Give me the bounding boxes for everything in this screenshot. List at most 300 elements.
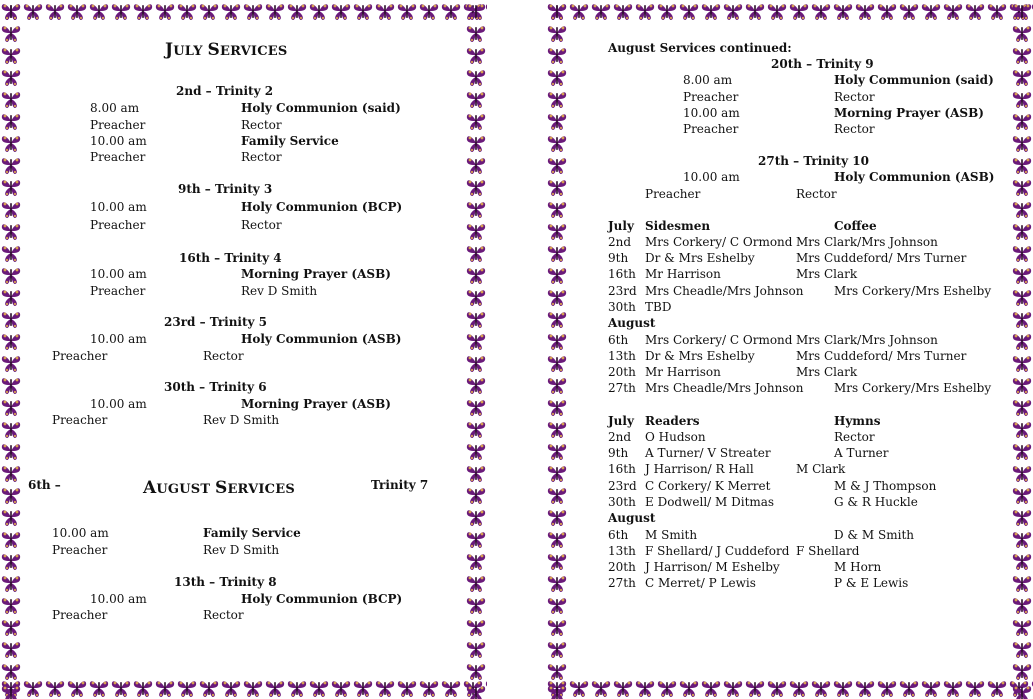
- butterfly-icon: [546, 528, 568, 550]
- service-time: 10.00 am: [90, 134, 147, 148]
- butterfly-icon: [330, 0, 352, 22]
- butterfly-icon: [634, 0, 656, 22]
- butterfly-icon: [546, 440, 568, 462]
- butterfly-icon: [396, 677, 418, 699]
- sidesmen-names: Dr & Mrs Eshelby: [645, 349, 755, 363]
- service-name: Holy Communion (BCP): [241, 200, 403, 214]
- butterfly-icon: [465, 572, 487, 594]
- butterfly-icon: [832, 677, 854, 699]
- butterfly-icon: [854, 0, 876, 22]
- readers-header: Readers: [645, 414, 700, 428]
- butterfly-icon: [1011, 308, 1033, 330]
- service-heading: 2nd – Trinity 2: [176, 84, 274, 98]
- rota-date: 23rd: [608, 479, 637, 493]
- butterfly-icon: [1011, 242, 1033, 264]
- butterfly-icon: [546, 396, 568, 418]
- service-time: 10.00 am: [52, 526, 109, 540]
- service-time: 8.00 am: [90, 101, 140, 115]
- butterfly-icon: [700, 0, 722, 22]
- service-name: Holy Communion (ASB): [834, 170, 995, 184]
- butterfly-icon: [0, 374, 22, 396]
- sidesmen-names: Mrs Corkery/ C Ormond: [645, 235, 793, 249]
- preacher-name: Rector: [203, 608, 244, 622]
- butterfly-icon: [465, 528, 487, 550]
- preacher-name: Rev D Smith: [203, 543, 280, 557]
- butterfly-icon: [744, 0, 766, 22]
- rota-date: 6th: [608, 333, 629, 347]
- hymns-names: A Turner: [834, 446, 889, 460]
- butterfly-icon: [546, 154, 568, 176]
- butterfly-icon: [678, 0, 700, 22]
- butterfly-icon: [546, 176, 568, 198]
- butterfly-border-left: [546, 0, 568, 699]
- butterfly-icon: [986, 677, 1008, 699]
- butterfly-icon: [264, 677, 286, 699]
- butterfly-icon: [964, 0, 986, 22]
- service-name: Holy Communion (said): [241, 101, 401, 115]
- preacher-name: Rector: [241, 150, 282, 164]
- rota-date: 6th: [608, 528, 629, 542]
- service-heading: 20th – Trinity 9: [771, 57, 874, 71]
- preacher-label: Preacher: [52, 608, 108, 622]
- rota-date: 20th: [608, 365, 636, 379]
- butterfly-icon: [546, 572, 568, 594]
- butterfly-icon: [1011, 616, 1033, 638]
- service-time: 10.00 am: [90, 267, 147, 281]
- butterfly-icon: [0, 572, 22, 594]
- butterfly-icon: [1011, 132, 1033, 154]
- butterfly-icon: [88, 0, 110, 22]
- rota-date: 16th: [608, 267, 636, 281]
- butterfly-icon: [1011, 0, 1033, 22]
- july-services-title: JULY SERVICES: [165, 40, 288, 60]
- readers-names: E Dodwell/ M Ditmas: [645, 495, 775, 509]
- butterfly-icon: [465, 22, 487, 44]
- butterfly-icon: [1011, 440, 1033, 462]
- butterfly-icon: [88, 677, 110, 699]
- butterfly-icon: [465, 198, 487, 220]
- butterfly-icon: [722, 677, 744, 699]
- butterfly-icon: [0, 198, 22, 220]
- butterfly-icon: [44, 0, 66, 22]
- butterfly-icon: [1011, 528, 1033, 550]
- butterfly-icon: [465, 88, 487, 110]
- rota-date: 30th: [608, 495, 636, 509]
- butterfly-icon: [1011, 220, 1033, 242]
- rota-date: 27th: [608, 576, 636, 590]
- butterfly-icon: [352, 0, 374, 22]
- coffee-names: Mrs Corkery/Mrs Eshelby: [834, 284, 992, 298]
- butterfly-icon: [1011, 330, 1033, 352]
- butterfly-icon: [546, 110, 568, 132]
- butterfly-icon: [465, 594, 487, 616]
- service-heading: 23rd – Trinity 5: [164, 315, 268, 329]
- preacher-label: Preacher: [90, 150, 146, 164]
- butterfly-icon: [1011, 176, 1033, 198]
- butterfly-icon: [1011, 352, 1033, 374]
- butterfly-icon: [656, 0, 678, 22]
- butterfly-icon: [176, 677, 198, 699]
- butterfly-icon: [0, 616, 22, 638]
- august-label: August: [608, 316, 656, 330]
- butterfly-icon: [465, 660, 487, 682]
- butterfly-icon: [110, 0, 132, 22]
- butterfly-icon: [44, 677, 66, 699]
- butterfly-icon: [678, 677, 700, 699]
- butterfly-icon: [465, 396, 487, 418]
- butterfly-icon: [154, 677, 176, 699]
- sidesmen-month-header: July: [608, 219, 634, 233]
- butterfly-icon: [942, 0, 964, 22]
- butterfly-icon: [465, 176, 487, 198]
- rota-date: 9th: [608, 446, 629, 460]
- butterfly-icon: [546, 506, 568, 528]
- butterfly-icon: [1011, 594, 1033, 616]
- service-name: Family Service: [241, 134, 339, 148]
- butterfly-icon: [198, 677, 220, 699]
- butterfly-icon: [286, 0, 308, 22]
- butterfly-icon: [0, 132, 22, 154]
- butterfly-icon: [1011, 264, 1033, 286]
- butterfly-icon: [1011, 198, 1033, 220]
- preacher-label: Preacher: [90, 284, 146, 298]
- sidesmen-names: Mr Harrison: [645, 365, 721, 379]
- butterfly-icon: [722, 0, 744, 22]
- butterfly-icon: [465, 462, 487, 484]
- rota-date: 23rd: [608, 284, 637, 298]
- service-heading: 9th – Trinity 3: [178, 182, 273, 196]
- coffee-names: Mrs Cuddeford/ Mrs Turner: [796, 251, 967, 265]
- service-name: Holy Communion (ASB): [241, 332, 402, 346]
- butterfly-icon: [546, 66, 568, 88]
- butterfly-icon: [546, 132, 568, 154]
- preacher-name: Rector: [241, 118, 282, 132]
- butterfly-icon: [0, 638, 22, 660]
- butterfly-icon: [788, 0, 810, 22]
- coffee-names: Mrs Clark/Mrs Johnson: [796, 235, 938, 249]
- rota-date: 2nd: [608, 235, 632, 249]
- butterfly-border-right: [465, 0, 487, 699]
- butterfly-icon: [942, 677, 964, 699]
- butterfly-icon: [465, 418, 487, 440]
- rota-date: 13th: [608, 544, 636, 558]
- butterfly-icon: [1011, 374, 1033, 396]
- service-name: Morning Prayer (ASB): [241, 267, 391, 281]
- butterfly-icon: [546, 88, 568, 110]
- butterfly-icon: [0, 682, 22, 699]
- butterfly-icon: [1011, 638, 1033, 660]
- butterfly-icon: [198, 0, 220, 22]
- hymns-names: D & M Smith: [834, 528, 915, 542]
- butterfly-border-top: [546, 0, 1033, 22]
- butterfly-icon: [546, 264, 568, 286]
- butterfly-icon: [110, 677, 132, 699]
- butterfly-icon: [810, 677, 832, 699]
- butterfly-icon: [832, 0, 854, 22]
- butterfly-icon: [132, 0, 154, 22]
- rota-date: 13th: [608, 349, 636, 363]
- hymns-names: M & J Thompson: [834, 479, 937, 493]
- butterfly-icon: [0, 308, 22, 330]
- coffee-names: Mrs Clark: [796, 267, 858, 281]
- butterfly-icon: [1011, 682, 1033, 699]
- preacher-name: Rector: [203, 349, 244, 363]
- butterfly-icon: [546, 374, 568, 396]
- butterfly-icon: [0, 660, 22, 682]
- butterfly-icon: [220, 677, 242, 699]
- continued-heading: August Services continued:: [608, 41, 792, 55]
- butterfly-icon: [920, 677, 942, 699]
- august-first-trinity: Trinity 7: [371, 478, 429, 492]
- hymns-names: M Clark: [796, 462, 846, 476]
- butterfly-icon: [1011, 418, 1033, 440]
- service-time: 10.00 am: [90, 592, 147, 606]
- service-name: Family Service: [203, 526, 301, 540]
- sidesmen-names: Mr Harrison: [645, 267, 721, 281]
- butterfly-icon: [568, 677, 590, 699]
- butterfly-icon: [0, 418, 22, 440]
- butterfly-icon: [546, 44, 568, 66]
- service-heading: 13th – Trinity 8: [174, 575, 277, 589]
- preacher-label: Preacher: [90, 218, 146, 232]
- sidesmen-names: Mrs Cheadle/Mrs Johnson: [645, 284, 804, 298]
- butterfly-icon: [1011, 572, 1033, 594]
- butterfly-icon: [1011, 506, 1033, 528]
- service-time: 10.00 am: [683, 170, 740, 184]
- hymns-header: Hymns: [834, 414, 881, 428]
- butterfly-icon: [546, 462, 568, 484]
- butterfly-icon: [1011, 286, 1033, 308]
- butterfly-icon: [920, 0, 942, 22]
- sidesmen-names: Mrs Corkery/ C Ormond: [645, 333, 793, 347]
- butterfly-icon: [1011, 660, 1033, 682]
- coffee-names: Mrs Cuddeford/ Mrs Turner: [796, 349, 967, 363]
- butterfly-icon: [0, 506, 22, 528]
- butterfly-icon: [1011, 462, 1033, 484]
- butterfly-border-left: [0, 0, 22, 699]
- right-page: [546, 0, 1033, 699]
- service-name: Morning Prayer (ASB): [834, 106, 984, 120]
- butterfly-icon: [465, 66, 487, 88]
- butterfly-icon: [0, 550, 22, 572]
- butterfly-icon: [634, 677, 656, 699]
- readers-names: O Hudson: [645, 430, 706, 444]
- butterfly-icon: [546, 638, 568, 660]
- august-first-date: 6th –: [28, 478, 61, 492]
- butterfly-border-right: [1011, 0, 1033, 699]
- butterfly-icon: [546, 330, 568, 352]
- butterfly-icon: [465, 110, 487, 132]
- butterfly-icon: [0, 286, 22, 308]
- butterfly-icon: [546, 484, 568, 506]
- butterfly-icon: [1011, 66, 1033, 88]
- butterfly-icon: [465, 374, 487, 396]
- preacher-label: Preacher: [683, 122, 739, 136]
- service-time: 8.00 am: [683, 73, 733, 87]
- butterfly-icon: [986, 0, 1008, 22]
- butterfly-icon: [546, 308, 568, 330]
- butterfly-icon: [1011, 44, 1033, 66]
- butterfly-icon: [465, 242, 487, 264]
- butterfly-icon: [66, 677, 88, 699]
- butterfly-icon: [546, 220, 568, 242]
- butterfly-icon: [0, 528, 22, 550]
- butterfly-icon: [465, 264, 487, 286]
- butterfly-icon: [546, 660, 568, 682]
- preacher-label: Preacher: [52, 543, 108, 557]
- butterfly-icon: [220, 0, 242, 22]
- butterfly-icon: [766, 0, 788, 22]
- butterfly-icon: [700, 677, 722, 699]
- butterfly-border-top: [0, 0, 487, 22]
- butterfly-icon: [546, 242, 568, 264]
- butterfly-icon: [374, 0, 396, 22]
- butterfly-icon: [465, 154, 487, 176]
- sidesmen-header: Sidesmen: [645, 219, 711, 233]
- hymns-names: P & E Lewis: [834, 576, 909, 590]
- butterfly-icon: [568, 0, 590, 22]
- butterfly-icon: [590, 0, 612, 22]
- butterfly-icon: [656, 677, 678, 699]
- readers-names: C Corkery/ K Merret: [645, 479, 771, 493]
- service-heading: 27th – Trinity 10: [758, 154, 869, 168]
- preacher-name: Rev D Smith: [203, 413, 280, 427]
- readers-names: A Turner/ V Streater: [645, 446, 771, 460]
- service-time: 10.00 am: [90, 200, 147, 214]
- butterfly-icon: [465, 308, 487, 330]
- butterfly-icon: [546, 550, 568, 572]
- august-label: August: [608, 511, 656, 525]
- butterfly-icon: [0, 264, 22, 286]
- preacher-label: Preacher: [90, 118, 146, 132]
- butterfly-icon: [788, 677, 810, 699]
- rota-date: 9th: [608, 251, 629, 265]
- butterfly-icon: [876, 0, 898, 22]
- butterfly-icon: [546, 594, 568, 616]
- butterfly-icon: [132, 677, 154, 699]
- butterfly-icon: [465, 220, 487, 242]
- butterfly-icon: [465, 440, 487, 462]
- butterfly-icon: [0, 44, 22, 66]
- preacher-label: Preacher: [52, 413, 108, 427]
- butterfly-icon: [0, 110, 22, 132]
- coffee-names: Mrs Clark: [796, 365, 858, 379]
- butterfly-icon: [0, 22, 22, 44]
- butterfly-icon: [0, 88, 22, 110]
- butterfly-icon: [465, 352, 487, 374]
- service-name: Holy Communion (BCP): [241, 592, 403, 606]
- preacher-name: Rector: [834, 90, 875, 104]
- butterfly-icon: [546, 418, 568, 440]
- butterfly-icon: [546, 286, 568, 308]
- butterfly-icon: [396, 0, 418, 22]
- butterfly-icon: [1011, 484, 1033, 506]
- butterfly-icon: [465, 286, 487, 308]
- butterfly-icon: [0, 462, 22, 484]
- butterfly-icon: [0, 66, 22, 88]
- butterfly-icon: [465, 638, 487, 660]
- butterfly-icon: [440, 0, 462, 22]
- hymns-names: F Shellard: [796, 544, 860, 558]
- butterfly-icon: [546, 22, 568, 44]
- butterfly-icon: [546, 198, 568, 220]
- butterfly-icon: [0, 154, 22, 176]
- service-name: Morning Prayer (ASB): [241, 397, 391, 411]
- butterfly-icon: [0, 484, 22, 506]
- butterfly-icon: [154, 0, 176, 22]
- preacher-name: Rector: [834, 122, 875, 136]
- butterfly-icon: [0, 220, 22, 242]
- coffee-header: Coffee: [834, 219, 877, 233]
- butterfly-icon: [66, 0, 88, 22]
- butterfly-icon: [308, 677, 330, 699]
- readers-names: J Harrison/ M Eshelby: [645, 560, 780, 574]
- readers-names: M Smith: [645, 528, 698, 542]
- butterfly-icon: [418, 0, 440, 22]
- service-heading: 30th – Trinity 6: [164, 380, 267, 394]
- butterfly-icon: [465, 506, 487, 528]
- butterfly-icon: [1011, 22, 1033, 44]
- butterfly-icon: [465, 484, 487, 506]
- butterfly-border-bottom: [0, 677, 487, 699]
- butterfly-icon: [546, 352, 568, 374]
- butterfly-icon: [898, 677, 920, 699]
- butterfly-icon: [352, 677, 374, 699]
- readers-names: J Harrison/ R Hall: [645, 462, 754, 476]
- service-time: 10.00 am: [90, 332, 147, 346]
- sidesmen-names: Dr & Mrs Eshelby: [645, 251, 755, 265]
- butterfly-icon: [854, 677, 876, 699]
- butterfly-icon: [0, 330, 22, 352]
- butterfly-border-bottom: [546, 677, 1033, 699]
- preacher-name: Rector: [796, 187, 837, 201]
- butterfly-icon: [766, 677, 788, 699]
- service-time: 10.00 am: [683, 106, 740, 120]
- butterfly-icon: [374, 677, 396, 699]
- butterfly-icon: [0, 396, 22, 418]
- butterfly-icon: [465, 330, 487, 352]
- butterfly-icon: [418, 677, 440, 699]
- preacher-label: Preacher: [645, 187, 701, 201]
- butterfly-icon: [1011, 396, 1033, 418]
- butterfly-icon: [1011, 550, 1033, 572]
- butterfly-icon: [330, 677, 352, 699]
- butterfly-icon: [546, 682, 568, 699]
- butterfly-icon: [22, 677, 44, 699]
- hymns-names: M Horn: [834, 560, 882, 574]
- butterfly-icon: [0, 242, 22, 264]
- butterfly-icon: [0, 352, 22, 374]
- service-time: 10.00 am: [90, 397, 147, 411]
- butterfly-icon: [286, 677, 308, 699]
- rota-date: 16th: [608, 462, 636, 476]
- butterfly-icon: [465, 132, 487, 154]
- coffee-names: Mrs Corkery/Mrs Eshelby: [834, 381, 992, 395]
- butterfly-icon: [1011, 154, 1033, 176]
- butterfly-icon: [0, 0, 22, 22]
- preacher-label: Preacher: [52, 349, 108, 363]
- readers-month-header: July: [608, 414, 634, 428]
- hymns-names: Rector: [834, 430, 875, 444]
- readers-names: C Merret/ P Lewis: [645, 576, 756, 590]
- service-name: Holy Communion (said): [834, 73, 994, 87]
- butterfly-icon: [964, 677, 986, 699]
- butterfly-icon: [876, 677, 898, 699]
- butterfly-icon: [0, 440, 22, 462]
- sidesmen-names: Mrs Cheadle/Mrs Johnson: [645, 381, 804, 395]
- butterfly-icon: [1011, 88, 1033, 110]
- butterfly-icon: [898, 0, 920, 22]
